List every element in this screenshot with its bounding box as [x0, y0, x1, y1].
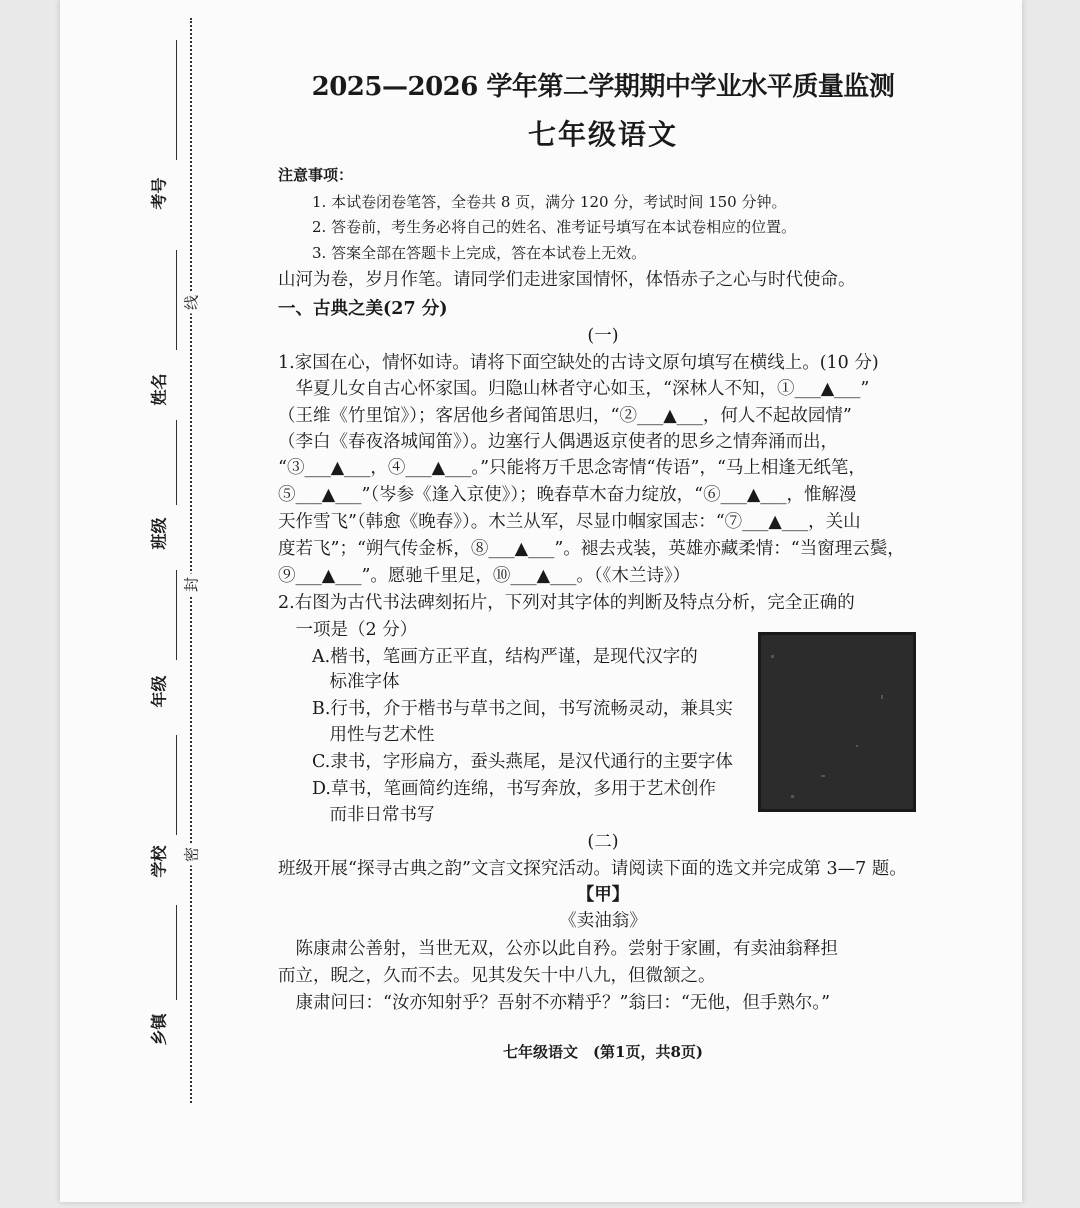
- question-1-text: 华夏儿女自古心怀家国。归隐山林者守心如玉，“深林人不知，①___▲___”: [278, 379, 870, 399]
- calligraphy-rubbing-image: [758, 632, 916, 812]
- seal-mark-seal: 封: [179, 574, 204, 596]
- part-2-intro: 班级开展“探寻古典之韵”文言文探究活动。请阅读下面的选文并完成第 3—7 题。: [278, 859, 907, 879]
- label-class: 班级: [149, 517, 169, 550]
- label-grade: 年级: [149, 675, 169, 708]
- question-1-text: “③___▲___，④___▲___。”只能将万千思念寄情“传语”，“马上相逢无纸笔，: [278, 458, 866, 478]
- question-1-stem: 1.家国在心，情怀如诗。请将下面空缺处的古诗文原句填写在横线上。(10 分): [278, 353, 879, 373]
- label-school: 学校: [149, 845, 169, 878]
- passage-text: 而立，睨之，久而不去。见其发矢十中八九，但微颔之。: [278, 966, 716, 986]
- section-heading: 一、古典之美(27 分): [278, 299, 448, 319]
- option-a: A.楷书，笔画方正平直，结构严谨，是现代汉字的: [312, 647, 698, 667]
- field-line-school: [176, 735, 177, 835]
- question-2-stem: 2.右图为古代书法碑刻拓片，下列对其字体的判断及特点分析，完全正确的: [278, 593, 855, 613]
- question-1-text: ⑨___▲___”。愿驰千里足，⑩___▲___。（《木兰诗》）: [278, 566, 691, 586]
- option-d: 而非日常书写: [312, 805, 435, 825]
- seal-mark-secret: 密: [179, 844, 204, 866]
- notice-item: 3. 答案全部在答题卡上完成，答在本试卷上无效。: [312, 244, 647, 262]
- question-1-text: （李白《春夜洛城闻笛》）。边塞行人偶遇返京使者的思乡之情奔涌而出，: [278, 432, 838, 452]
- option-d: D.草书，笔画简约连绵，书写奔放，多用于艺术创作: [312, 779, 716, 799]
- notice-item: 2. 答卷前，考生务必将自己的姓名、准考证号填写在本试卷相应的位置。: [312, 218, 797, 236]
- exam-subject: 七年级语文: [527, 118, 678, 151]
- field-line-township: [176, 905, 177, 1000]
- passage-label: 【甲】: [576, 885, 630, 905]
- field-line-name: [176, 250, 177, 350]
- option-c: C.隶书，字形扁方，蚕头燕尾，是汉代通行的主要字体: [312, 752, 733, 772]
- exam-title: 2025—2026 学年第二学期期中学业水平质量监测: [311, 72, 895, 102]
- part-label: (二): [587, 832, 619, 852]
- question-2-stem: 一项是（2 分）: [278, 620, 418, 640]
- label-township: 乡镇: [149, 1013, 169, 1046]
- notice-item: 1. 本试卷闭卷笔答，全卷共 8 页，满分 120 分，考试时间 150 分钟。: [312, 193, 787, 211]
- intro-text: 山河为卷，岁月作笔。请同学们走进家国情怀，体悟赤子之心与时代使命。: [278, 270, 856, 290]
- option-b: 用性与艺术性: [312, 725, 435, 745]
- question-1-text: 天作雪飞”（韩愈《晚春》）。木兰从军，尽显巾帼家国志：“⑦___▲___，关山: [278, 512, 861, 532]
- notice-heading: 注意事项：: [278, 166, 354, 184]
- question-1-text: 度若飞”；“朔气传金柝，⑧___▲___”。褪去戎装，英雄亦藏柔情：“当窗理云鬓，: [278, 539, 905, 559]
- option-b: B.行书，介于楷书与草书之间，书写流畅灵动，兼具实: [312, 699, 733, 719]
- field-line-class: [176, 420, 177, 505]
- question-1-text: ⑤___▲___”（岑参《逢入京使》）；晚春草木奋力绽放，“⑥___▲___，惟解漫: [278, 485, 857, 505]
- question-1-text: （王维《竹里馆》）；客居他乡者闻笛思归，“②___▲___，何人不起故园情”: [278, 406, 852, 426]
- passage-text: 陈康肃公善射，当世无双，公亦以此自矜。尝射于家圃，有卖油翁释担: [278, 939, 838, 959]
- field-line-grade: [176, 570, 177, 660]
- passage-text: 康肃问曰：“汝亦知射乎？吾射不亦精乎？”翁曰：“无他，但手熟尔。”: [278, 993, 831, 1013]
- label-exam-number: 考号: [149, 177, 169, 210]
- part-label: (一): [587, 326, 619, 346]
- label-name: 姓名: [149, 373, 169, 406]
- option-a: 标准字体: [312, 672, 400, 692]
- seal-mark-line: 线: [179, 292, 204, 314]
- seal-dotted-line: [190, 18, 192, 1103]
- passage-title: 《卖油翁》: [559, 911, 647, 931]
- page-footer: 七年级语文 (第1页，共8页): [502, 1043, 704, 1061]
- field-line-exam-number: [176, 40, 177, 160]
